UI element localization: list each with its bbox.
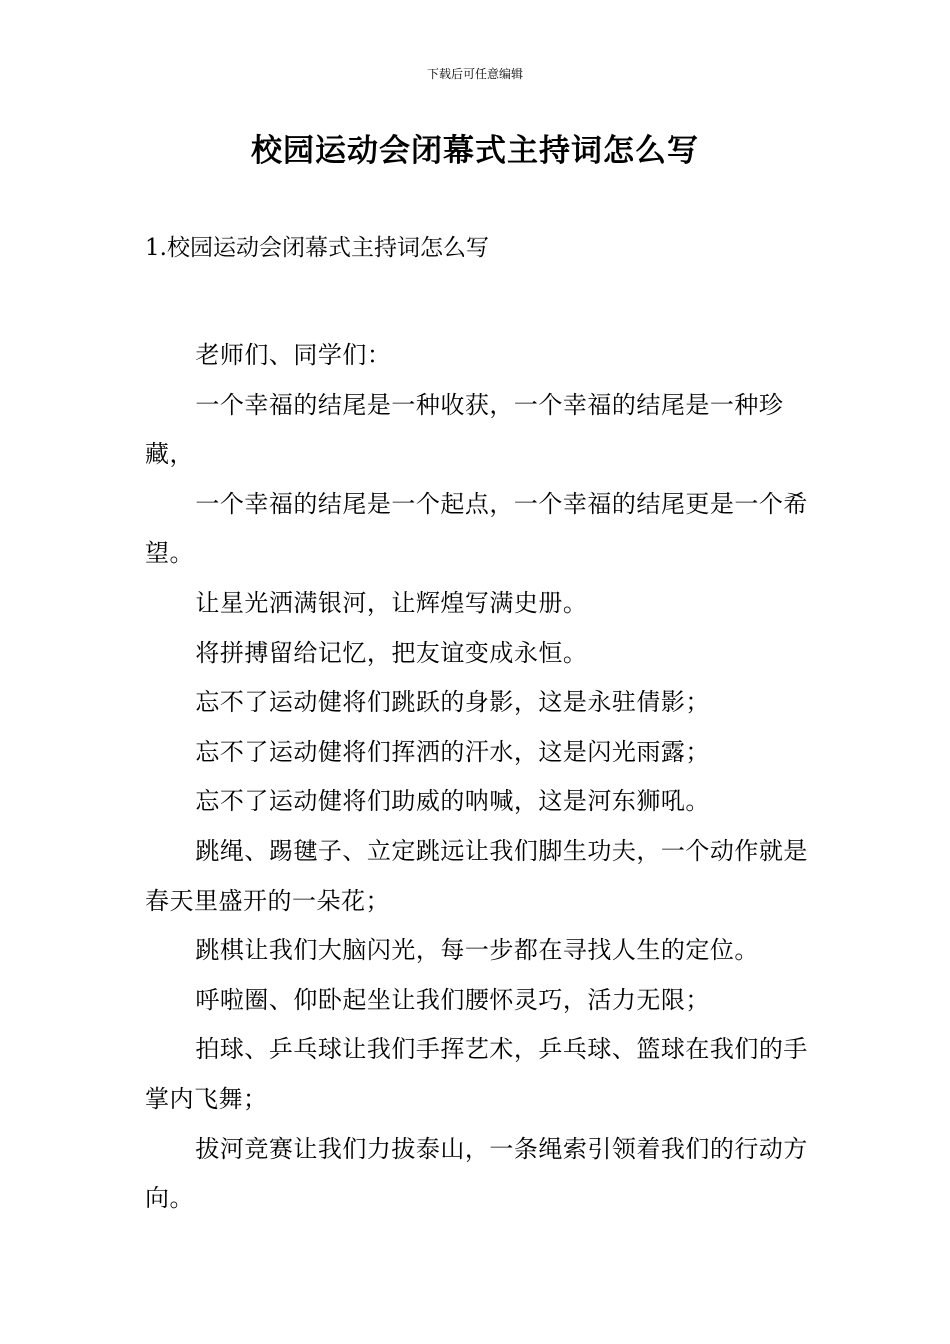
header-note: 下载后可任意编辑 (426, 67, 523, 81)
paragraph: 将拼搏留给记忆，把友谊变成永恒。 (195, 638, 588, 667)
paragraph: 忘不了运动健将们跳跃的身影，这是永驻倩影； (195, 688, 710, 717)
paragraph: 忘不了运动健将们挥洒的汗水，这是闪光雨露； (195, 737, 710, 766)
document-body (145, 331, 813, 1224)
paragraph: 跳绳、踢毽子、立定跳远让我们脚生功夫，一个动作就是春天里盛开的一朵花； (145, 836, 808, 915)
paragraph: 拍球、乒乓球让我们手挥艺术，乒乓球、篮球在我们的手掌内飞舞； (145, 1035, 808, 1113)
paragraph: 一个幸福的结尾是一种收获，一个幸福的结尾是一种珍藏， (145, 390, 784, 469)
paragraph: 忘不了运动健将们助威的呐喊，这是河东狮吼。 (195, 787, 710, 816)
section-heading: 1.校园运动会闭幕式主持词怎么写 (145, 235, 489, 261)
paragraph: 呼啦圈、仰卧起坐让我们腰怀灵巧，活力无限； (195, 985, 710, 1014)
paragraph: 跳棋让我们大脑闪光，每一步都在寻找人生的定位。 (195, 936, 759, 965)
paragraph: 一个幸福的结尾是一个起点，一个幸福的结尾更是一个希望。 (145, 489, 808, 568)
paragraph: 老师们、同学们： (195, 341, 392, 369)
paragraph: 让星光洒满银河，让辉煌写满史册。 (195, 588, 588, 617)
document-title: 校园运动会闭幕式主持词怎么写 (251, 133, 699, 169)
paragraph: 拔河竞赛让我们力拔泰山，一条绳索引领着我们的行动方向。 (145, 1134, 808, 1213)
